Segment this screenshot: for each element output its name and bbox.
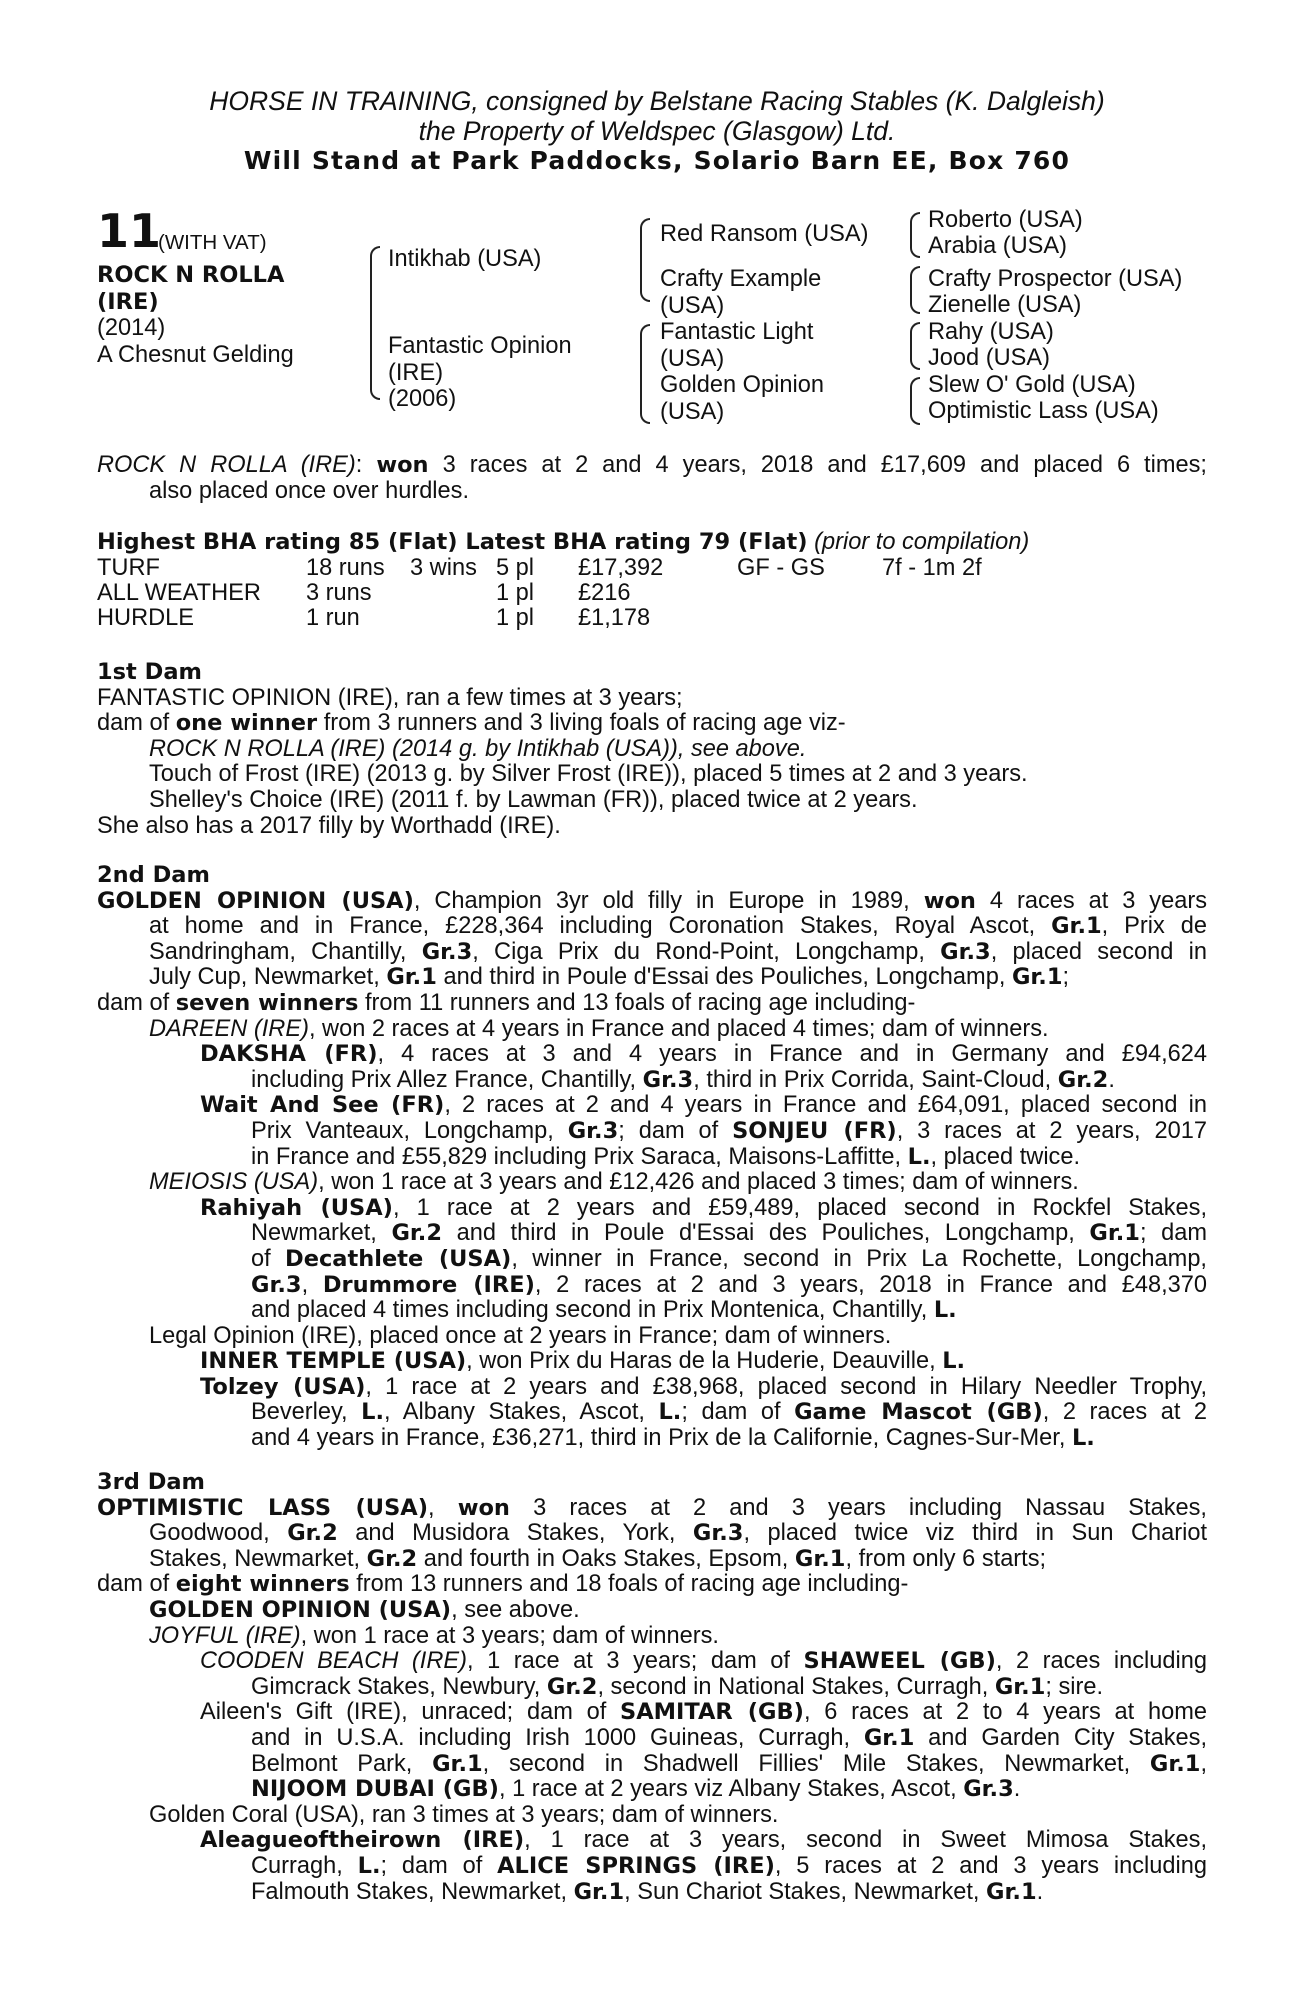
- property-line: the Property of Weldspec (Glasgow) Ltd.: [418, 116, 896, 146]
- dd-sire: Slew O' Gold (USA): [928, 372, 1136, 398]
- sire: Intikhab (USA): [388, 246, 542, 272]
- section-heading: 2nd Dam: [97, 862, 210, 888]
- brace: [910, 266, 920, 314]
- lot-number: 11: [97, 204, 162, 258]
- race-summary: ROCK N ROLLA (IRE): won 3 races at 2 and 4 years, 2018 and £17,609 and placed 6 times; also placed once over hurdles.: [97, 452, 1207, 504]
- consignor-line: HORSE IN TRAINING, consigned by Belstane Racing Stables (K. Dalgleish): [209, 86, 1105, 116]
- dam-sire: Fantastic Light (USA): [660, 319, 814, 372]
- ds-dam: Jood (USA): [928, 345, 1050, 371]
- sire-dam: Crafty Example (USA): [660, 266, 822, 319]
- brace: [910, 322, 920, 370]
- brace: [640, 218, 650, 302]
- catalogue-page: HORSE IN TRAINING, consigned by Belstane Racing Stables (K. Dalgleish) the Property of Weldspec (Glasgow) Ltd. Will Stand at Park Paddocks, Solario Barn EE, Box 760 11 (WITH VAT) ROCK N ROLLA (IRE) (2014) A Chesnut Gelding Intikhab (USA) Fantastic Opinion (IRE) (2006) Red Ransom (USA) Crafty Example (USA) Fantastic Light (USA) Golden Opinion (USA) Roberto (USA) Arabia (USA) Crafty Prospector (USA) Zienelle (USA) Rahy (USA) Jood (USA) Slew O' Gold (USA) Optimistic Lass (USA) ROCK N ROLLA (IRE): won 3 races at 2 and 4 years, 2018 and £17,609 and placed 6 times; also placed once over hurdles. Highest BHA rating 85 (Flat) Latest BHA rating 79 (Flat) (prior to compilation) TURF 18 runs 3 wins 5 pl £17,392 GF - GS 7f - 1m 2f ALL WEATHER 3 runs 1 pl £216 HURDLE 1 run 1 pl £1,178 1st Dam FANTASTIC OPINION (IRE), ran a few times at 3 years; dam of one winner from 3 runners and 3 living foals of racing age viz- ROCK N ROLLA (IRE) (2014 g. by Intikhab (USA)), see above. Touch of Frost (IRE) (2013 g. by Silver Frost (IRE)), placed 5 times at 2 and 3 years. Shelley's Choice (IRE) (2011 f. by Lawman (FR)), placed twice at 2 years. She also has a 2017 filly by Worthadd (IRE). 2nd Dam GOLDEN OPINION (USA), Champion 3yr old filly in Europe in 1989, won 4 races at 3 years at home and in France, £228,364 including Coronation Stakes, Royal Ascot, Gr.1, Prix de Sandringham, Chantilly, Gr.3, Ciga Prix du Rond-Point, Longchamp, Gr.3, placed second in July Cup, Newmarket, Gr.1 and third in Poule d'Essai des Pouliches, Longchamp, Gr.1; dam of seven winners from 11 runners and 13 foals of racing age including- DAREEN (IRE), won 2 races at 4 years in France and placed 4 times; dam of winners. DAKSHA (FR), 4 races at 3 and 4 years in France and in Germany and £94,624 including Prix Allez France, Chantilly, Gr.3, third in Prix Corrida, Saint-Cloud, Gr.2. Wait And See (FR), 2 races at 2 and 4 years in France and £64,091, placed second in Prix Vanteaux, Longchamp, Gr.3; dam of SONJEU (FR), 3 races at 2 years, 2017 in France and £55,829 including Prix Saraca, Maisons-Laffitte, L., placed twice. MEIOSIS (USA), won 1 race at 3 years and £12,426 and placed 3 times; dam of winners. Rahiyah (USA), 1 race at 2 years and £59,489, placed second in Rockfel Stakes, Newmarket, Gr.2 and third in Poule d'Essai des Pouliches, Longchamp, Gr.1; dam of Decathlete (USA), winner in France, second in Prix La Rochette, Longchamp, Gr.3, Drummore (IRE), 2 races at 2 and 3 years, 2018 in France and £48,370 and placed 4 times including second in Prix Montenica, Chantilly, L. Legal Opinion (IRE), placed once at 2 years in France; dam of winners. INNER TEMPLE (USA), won Prix du Haras de la Huderie, Deauville, L. Tolzey (USA), 1 race at 2 years and £38,968, placed second in Hilary Needler Trophy, Beverley, L., Albany Stakes, Ascot, L.; dam of Game Mascot (GB), 2 races at 2 and 4 years in France, £36,271, third in Prix de la Californie, Cagnes-Sur-Mer, L. 3rd Dam OPTIMISTIC LASS (USA), won 3 races at 2 and 3 years including Nassau Stakes, Goodwood, Gr.2 and Musidora Stakes, York, Gr.3, placed twice viz third in Sun Chariot Stakes, Newmarket, Gr.2 and fourth in Oaks Stakes, Epsom, Gr.1, from only 6 starts; dam of eight winners from 13 runners and 18 foals of racing age including- GOLDEN OPINION (USA), see above. JOYFUL (IRE), won 1 race at 3 years; dam of winners. COODEN BEACH (IRE), 1 race at 3 years; dam of SHAWEEL (GB), 2 races including Gimcrack Stakes, Newbury, Gr.2, second in National Stakes, Curragh, Gr.1; sire. Aileen's Gift (IRE), unraced; dam of SAMITAR (GB), 6 races at 2 to 4 years at home and in U.S.A. including Irish 1000 Guineas, Curragh, Gr.1 and Garden City Stakes, Belmont Park, Gr.1, second in Shadwell Fillies' Mile Stakes, Newmarket, Gr.1, NIJOOM DUBAI (GB), 1 race at 2 years viz Albany Stakes, Ascot, Gr.3. Golden Coral (USA), ran 3 times at 3 years; dam of winners. Aleagueoftheirown (IRE), 1 race at 3 years, second in Sweet Mimosa Stakes, Curragh, L.; dam of ALICE SPRINGS (IRE), 5 races at 2 and 3 years including Falmouth Stakes, Newmarket, Gr.1, Sun Chariot Stakes, Newmarket, Gr.1.: [0, 0, 1314, 2000]
- ds-sire: Rahy (USA): [928, 319, 1054, 345]
- dam-dam: Golden Opinion (USA): [660, 372, 824, 425]
- location-line: Will Stand at Park Paddocks, Solario Barn EE, Box 760: [243, 146, 1071, 175]
- dam: Fantastic Opinion (IRE) (2006): [388, 333, 572, 412]
- third-dam: 3rd Dam OPTIMISTIC LASS (USA), won 3 races at 2 and 3 years including Nassau Stakes, Goodwood, Gr.2 and Musidora Stakes, York, Gr.3, placed twice viz third in Sun Chariot Stakes, Newmarket, Gr.2 and fourth in Oaks Stakes, Epsom, Gr.1, from only 6 starts; dam of eight winners from 13 runners and 18 foals of racing age including- GOLDEN OPINION (USA), see above. JOYFUL (IRE), won 1 race at 3 years; dam of winners. COODEN BEACH (IRE), 1 race at 3 years; dam of SHAWEEL (GB), 2 races including Gimcrack Stakes, Newbury, Gr.2, second in National Stakes, Curragh, Gr.1; sire. Aileen's Gift (IRE), unraced; dam of SAMITAR (GB), 6 races at 2 to 4 years at home and in U.S.A. including Irish 1000 Guineas, Curragh, Gr.1 and Garden City Stakes, Belmont Park, Gr.1, second in Shadwell Fillies' Mile Stakes, Newmarket, Gr.1, NIJOOM DUBAI (GB), 1 race at 2 years viz Albany Stakes, Ascot, Gr.3. Golden Coral (USA), ran 3 times at 3 years; dam of winners. Aleagueoftheirown (IRE), 1 race at 3 years, second in Sweet Mimosa Stakes, Curragh, L.; dam of ALICE SPRINGS (IRE), 5 races at 2 and 3 years including Falmouth Stakes, Newmarket, Gr.1, Sun Chariot Stakes, Newmarket, Gr.1.: [97, 1469, 1208, 1905]
- brace: [910, 212, 920, 258]
- second-dam: 2nd Dam GOLDEN OPINION (USA), Champion 3yr old filly in Europe in 1989, won 4 races at 3 years at home and in France, £228,364 including Coronation Stakes, Royal Ascot, Gr.1, Prix de Sandringham, Chantilly, Gr.3, Ciga Prix du Rond-Point, Longchamp, Gr.3, placed second in July Cup, Newmarket, Gr.1 and third in Poule d'Essai des Pouliches, Longchamp, Gr.1; dam of seven winners from 11 runners and 13 foals of racing age including- DAREEN (IRE), won 2 races at 4 years in France and placed 4 times; dam of winners. DAKSHA (FR), 4 races at 3 and 4 years in France and in Germany and £94,624 including Prix Allez France, Chantilly, Gr.3, third in Prix Corrida, Saint-Cloud, Gr.2. Wait And See (FR), 2 races at 2 and 4 years in France and £64,091, placed second in Prix Vanteaux, Longchamp, Gr.3; dam of SONJEU (FR), 3 races at 2 years, 2017 in France and £55,829 including Prix Saraca, Maisons-Laffitte, L., placed twice. MEIOSIS (USA), won 1 race at 3 years and £12,426 and placed 3 times; dam of winners. Rahiyah (USA), 1 race at 2 years and £59,489, placed second in Rockfel Stakes, Newmarket, Gr.2 and third in Poule d'Essai des Pouliches, Longchamp, Gr.1; dam of Decathlete (USA), winner in France, second in Prix La Rochette, Longchamp, Gr.3, Drummore (IRE), 2 races at 2 and 3 years, 2018 in France and £48,370 and placed 4 times including second in Prix Montenica, Chantilly, L. Legal Opinion (IRE), placed once at 2 years in France; dam of winners. INNER TEMPLE (USA), won Prix du Haras de la Huderie, Deauville, L. Tolzey (USA), 1 race at 2 years and £38,968, placed second in Hilary Needler Trophy, Beverley, L., Albany Stakes, Ascot, L.; dam of Game Mascot (GB), 2 races at 2 and 4 years in France, £36,271, third in Prix de la Californie, Cagnes-Sur-Mer, L.: [97, 862, 1208, 1452]
- brace: [640, 324, 650, 424]
- dd-dam: Optimistic Lass (USA): [928, 398, 1159, 424]
- brace: [370, 246, 380, 400]
- section-heading: 3rd Dam: [97, 1469, 205, 1495]
- sd-dam: Zienelle (USA): [928, 292, 1082, 318]
- foaling-year: (2014): [97, 315, 166, 341]
- horse-name: ROCK N ROLLA: [97, 262, 285, 288]
- brace: [910, 377, 920, 425]
- ss-dam: Arabia (USA): [928, 233, 1067, 259]
- horse-country: (IRE): [97, 288, 159, 315]
- section-heading: 1st Dam: [97, 659, 202, 685]
- ss-sire: Roberto (USA): [928, 207, 1083, 233]
- lot-info: [97, 262, 294, 368]
- horse-description: A Chesnut Gelding: [97, 341, 294, 368]
- vat-label: (WITH VAT): [158, 231, 267, 254]
- sire-sire: Red Ransom (USA): [660, 221, 869, 247]
- bha-rating: Highest BHA rating 85 (Flat) Latest BHA rating 79 (Flat) (prior to compilation): [97, 529, 1030, 555]
- sd-sire: Crafty Prospector (USA): [928, 266, 1183, 292]
- first-dam: 1st Dam FANTASTIC OPINION (IRE), ran a few times at 3 years; dam of one winner from 3 runners and 3 living foals of racing age viz- ROCK N ROLLA (IRE) (2014 g. by Intikhab (USA)), see above. Touch of Frost (IRE) (2013 g. by Silver Frost (IRE)), placed 5 times at 2 and 3 years. Shelley's Choice (IRE) (2011 f. by Lawman (FR)), placed twice at 2 years. She also has a 2017 filly by Worthadd (IRE).: [97, 660, 1207, 839]
